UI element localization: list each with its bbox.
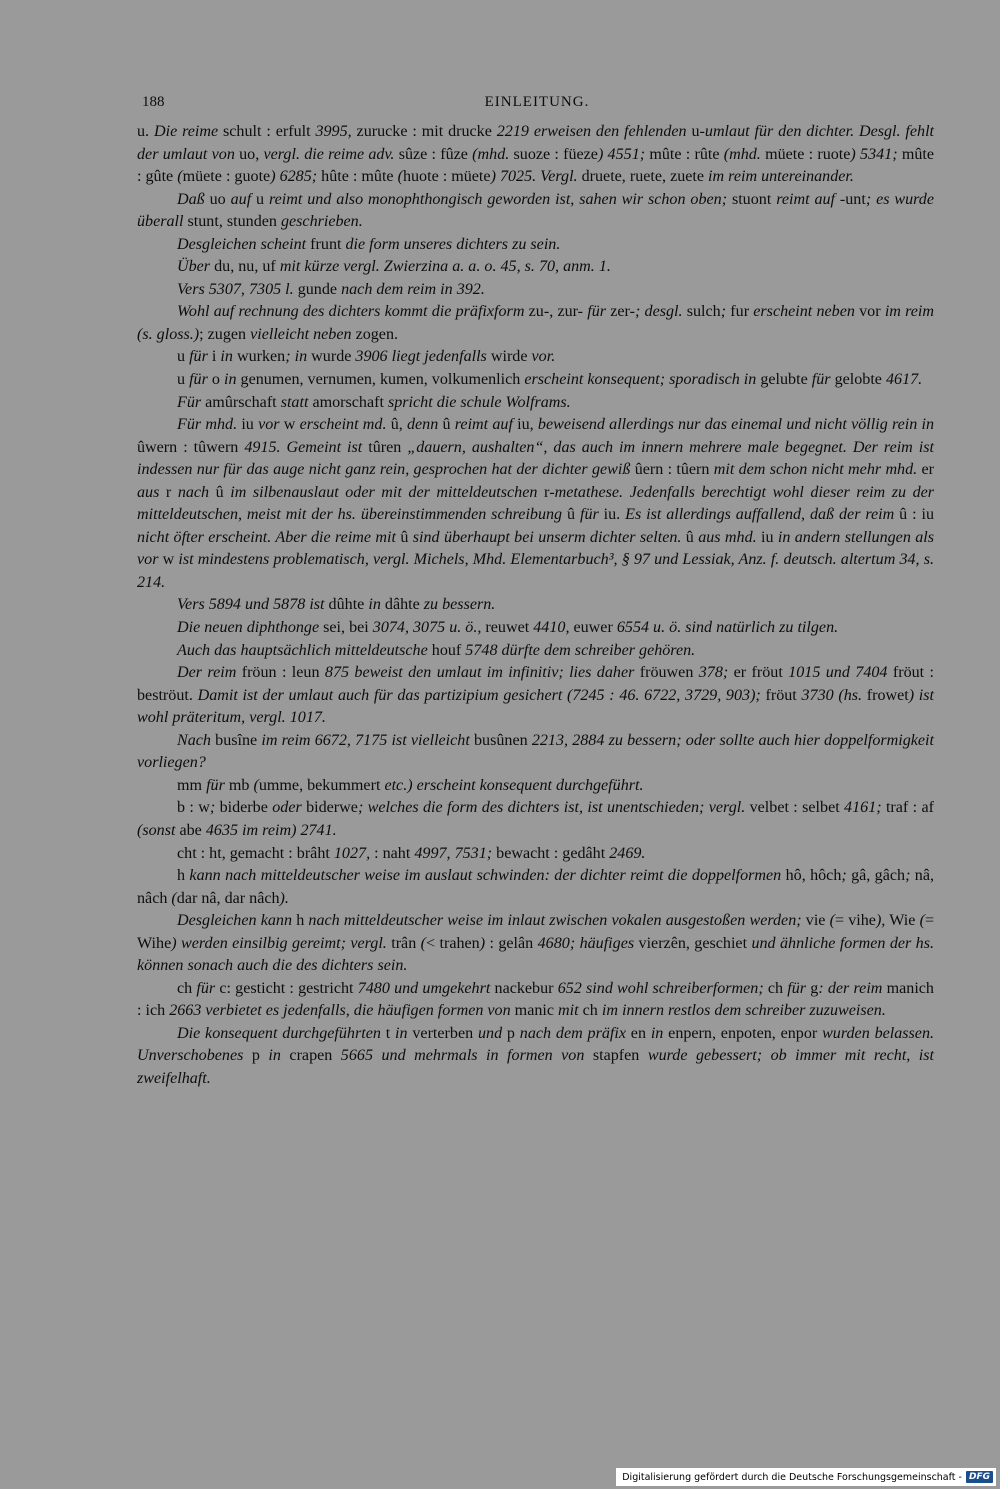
paragraph: Die neuen diphthonge sei, bei 3074, 3075 u. ö., reuwet 4410, euwer 6554 u. ö. sind natürlich zu tilgen. [177,619,839,637]
paragraph: Daß uo auf u reimt und also monophthongisch geworden ist, sahen wir schon oben; stuont reimt auf -unt; es wurde überall stunt, stunden geschrieben. [137,190,935,231]
paragraph: Für amûrschaft statt amorschaft spricht die schule Wolframs. [177,393,571,411]
page-number: 188 [142,94,165,110]
paragraph: Desgleichen scheint frunt die form unseres dichters zu sein. [177,235,561,253]
paragraph: mm für mb (umme, bekummert etc.) erscheint konsequent durchgeführt. [177,776,644,794]
paragraph: u für i in wurken; in wurde 3906 liegt jedenfalls wirde vor. [177,348,556,366]
paragraph: Für mhd. iu vor w erscheint md. û, denn û reimt auf iu, beweisend allerdings nur das einemal und nicht völlig rein in ûwern : tûwern 4915. Gemeint ist tûren „dauern, aushalten“, das auch im innern mehrere male begegnet. Der reim ist indessen nur für das auge nicht ganz rein, gesprochen hat der dichter gewiß ûern : tûern mit dem schon nicht mehr mhd. er aus r nach û im silbenauslaut oder mit der mitteldeutschen r-metathese. Jedenfalls berechtigt wohl dieser reim zu der mitteldeutschen, meist mit der hs. übereinstimmenden schreibung û für iu. Es ist allerdings auffallend, daß der reim û : iu nicht öfter erscheint. Aber die reime mit û sind überhaupt bei unserm dichter selten. û aus mhd. iu in andern stellungen als vor w ist mindestens problematisch, vergl. Michels, Mhd. Elementarbuch³, § 97 und Lessiak, Anz. f. deutsch. altertum 34, s. 214. [137,416,935,591]
credit-text: Digitalisierung gefördert durch die Deutsche Forschungsgemeinschaft - [622,1471,962,1483]
paragraph: Nach busîne im reim 6672, 7175 ist vielleicht busûnen 2213, 2884 zu bessern; oder sollte auch hier doppelformigkeit vorliegen? [137,731,935,772]
paragraph: Auch das hauptsächlich mitteldeutsche houf 5748 dürfte dem schreiber gehören. [177,641,696,659]
paragraph: u für o in genumen, vernumen, kumen, volkumenlich erscheint konsequent; sporadisch in gelubte für gelobte 4617. [177,371,923,389]
paragraph: Der reim fröun : leun 875 beweist den umlaut im infinitiv; lies daher fröuwen 378; er fröut 1015 und 7404 fröut : beströut. Damit ist der umlaut auch für das partizipium gesichert (7245 : 46. 6722, 3729, 903); fröut 3730 (hs. frowet) ist wohl präteritum, vergl. 1017. [137,664,935,727]
running-head: EINLEITUNG. [484,94,590,110]
body-text [137,121,934,1091]
paragraph: cht : ht, gemacht : brâht 1027, : naht 4997, 7531; bewacht : gedâht 2469. [177,844,646,862]
paragraph: Die konsequent durchgeführten t in verterben und p nach dem präfix en in enpern, enpoten, enpor wurden belassen. Unverschobenes p in crapen 5665 und mehrmals in formen von stapfen wurde gebessert; ob immer mit recht, ist zweifelhaft. [137,1024,935,1087]
paragraph: Vers 5307, 7305 l. gunde nach dem reim in 392. [177,280,485,298]
paragraph: Vers 5894 und 5878 ist dûhte in dâhte zu bessern. [177,596,496,614]
paragraph: b : w; biderbe oder biderwe; welches die form des dichters ist, ist unentschieden; vergl. velbet : selbet 4161; traf : af (sonst abe 4635 im reim) 2741. [137,799,934,839]
page-header [142,94,932,116]
paragraph: u. Die reime schult : erfult 3995, zurucke : mit drucke 2219 erweisen den fehlenden u-umlaut für den dichter. Desgl. fehlt der umlaut von uo, vergl. die reime adv. sûze : fûze (mhd. suoze : füeze) 4551; mûte : rûte (mhd. müete : ruote) 5341; mûte : gûte (müete : guote) 6285; hûte : mûte (huote : müete) 7025. Vergl. druete, ruete, zuete im reim untereinander. [137,123,935,186]
dfg-logo: DFG [966,1471,993,1483]
paragraph: Wohl auf rechnung des dichters kommt die präfixform zu-, zur- für zer-; desgl. sulch; fur erscheint neben vor im reim (s. gloss.); zugen vielleicht neben zogen. [137,303,935,343]
paragraph: Über du, nu, uf mit kürze vergl. Zwierzina a. a. o. 45, s. 70, anm. 1. [177,258,611,276]
paragraph: h kann nach mitteldeutscher weise im auslaut schwinden: der dichter reimt die doppelformen hô, hôch; gâ, gâch; nâ, nâch (dar nâ, dar nâch). [137,867,934,907]
paragraph: ch für c: gesticht : gestricht 7480 und umgekehrt nackebur 652 sind wohl schreiberformen; ch für g: der reim manich : ich 2663 verbietet es jedenfalls, die häufigen formen von manic mit ch im innern restlos dem schreiber zuzuweisen. [137,979,934,1020]
digitization-credit [616,1468,996,1486]
paragraph: Desgleichen kann h nach mitteldeutscher weise im inlaut zwischen vokalen ausgestoßen werden; vie (= vihe), Wie (= Wihe) werden einsilbig gereimt; vergl. trân (< trahen) : gelân 4680; häufiges vierzên, geschiet und ähnliche formen der hs. können sonach auch die des dichters sein. [137,912,935,975]
